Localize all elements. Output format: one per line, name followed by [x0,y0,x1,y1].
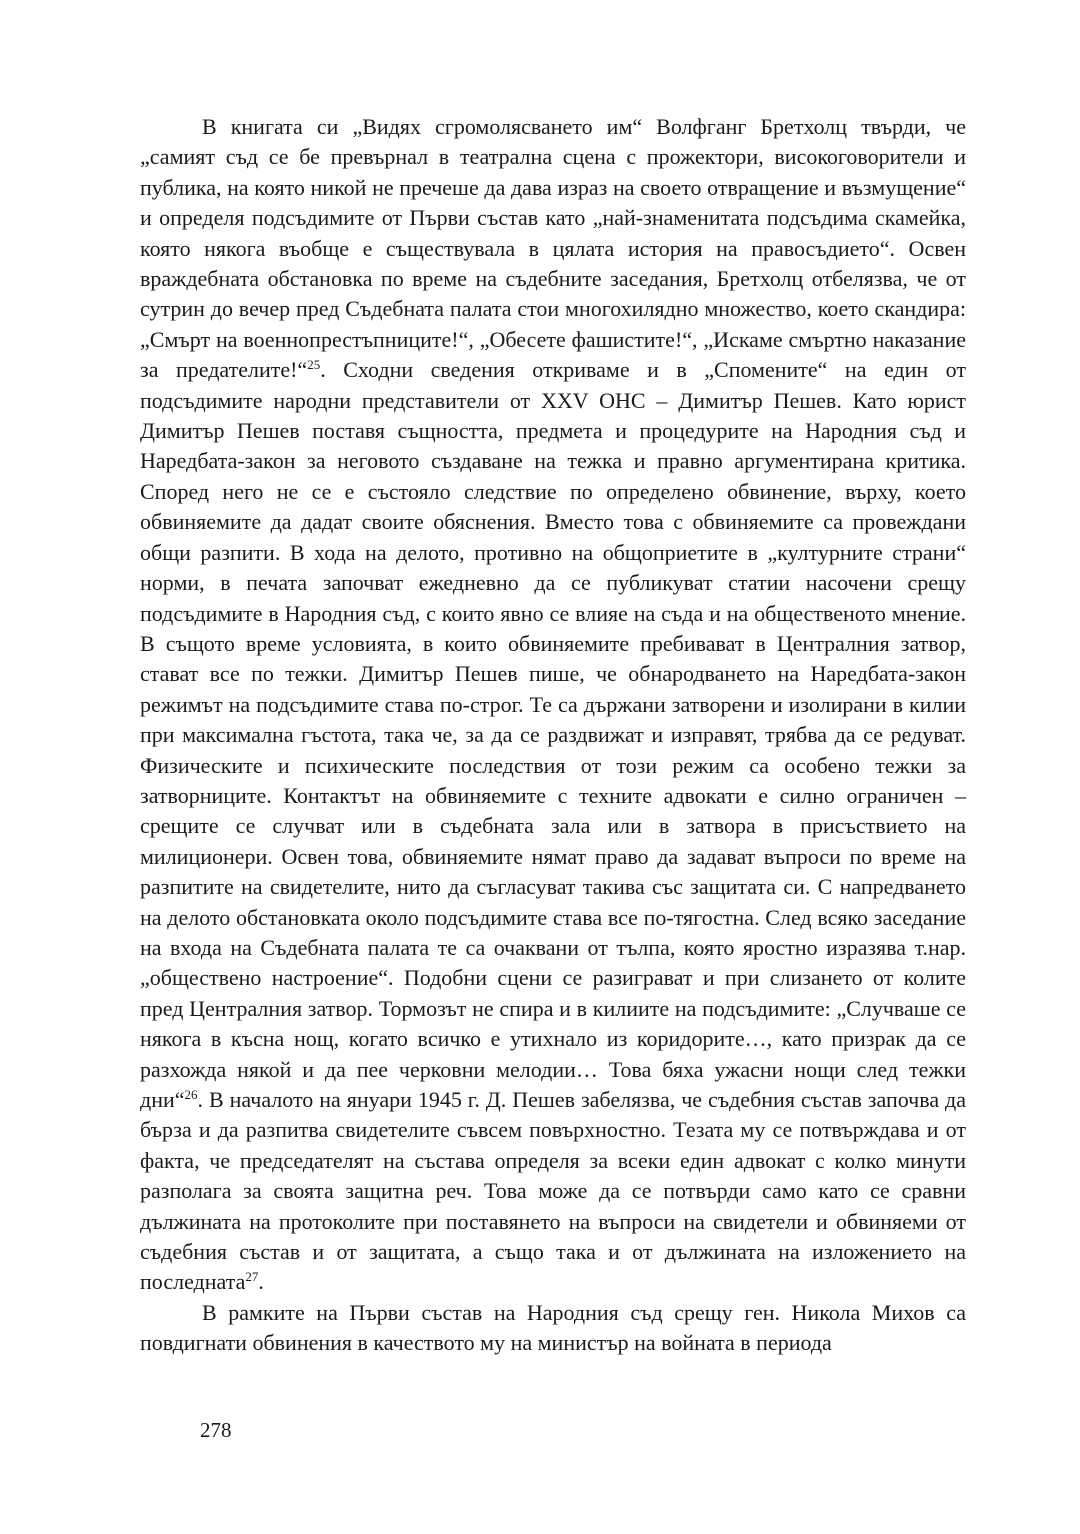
paragraph-1 [140,112,966,1298]
page-number: 278 [200,1418,232,1442]
paragraph-1-text-1: В книгата си „Видях сгромолясването им“ Волфганг Бретхолц твърди, че „самият съд се бе превърнал в театрална сцена с прожектори, високоговорители и публика, на която никой не пречеше да дава израз на своето отвращение и възмущение“ и определя подсъдимите от Първи състав като „най-знаменитата подсъдима скамейка, която някога въобще е съществувала в цялата история на правосъдието“. Освен враждебната обстановка по време на съдебните заседания, Бретхолц отбелязва, че от сутрин до вечер пред Съдебната палата стои многохилядно множество, което скандира: „Смърт на военнопрестъпниците!“, „Обесете фашистите!“, „Искаме смъртно наказание за предателите!“ [140,114,966,383]
body-text [140,112,966,1359]
paragraph-1-text-2: . Сходни сведения откриваме и в „Спомените“ на един от подсъдимите народни представители от XXV ОНС – Димитър Пешев. Като юрист Димитър Пешев поставя същността, предмета и процедурите на Народния съд и Наредбата-закон за неговото създаване на тежка и правно аргументирана критика. Според него не се е състояло следствие по определено обвинение, върху, което обвиняемите да дадат своите обяснения. Вместо това с обвиняемите са провеждани общи разпити. В хода на делото, противно на общоприетите в „културните страни“ норми, в печата започват ежедневно да се публикуват статии насочени срещу подсъдимите в Народния съд, с които явно се влияе на съда и на общественото мнение. В същото време условията, в които обвиняемите пребивават в Централния затвор, стават все по тежки. Димитър Пешев пише, че обнародването на Наредбата-закон режимът на подсъдимите става по-строг. Те са държани затворени и изолирани в килии при максимална гъстота, така че, за да се раздвижат и изправят, трябва да се редуват. Физическите и психическите последствия от този режим са особено тежки за затворниците. Контактът на обвиняемите с техните адвокати е силно ограничен – срещите се случват или в съдебната зала или в затвора в присъствието на милиционери. Освен това, обвиняемите нямат право да задават въпроси по време на разпитите на свидетелите, нито да съгласуват такива със защитата си. С напредването на делото обстановката около подсъдимите става все по-тягостна. След всяко заседание на входа на Съдебната палата те са очаквани от тълпа, която яростно изразява т.нар. „обществено настроение“. Подобни сцени се разиграват и при слизането от колите пред Централния затвор. Тормозът не спира и в килиите на подсъдимите: „Случваше се някога в късна нощ, когато всичко е утихнало из коридорите…, като призрак да се разхожда някой и да пее черковни мелодии… Това бяха ужасни нощи след тежки дни“ [140,357,966,1112]
footnote-ref-27[interactable]: 27 [245,1269,259,1285]
footnote-ref-26[interactable]: 26 [184,1087,198,1102]
paragraph-1-text-3: . В началото на януари 1945 г. Д. Пешев забелязва, че съдебния състав започва да бърза и да разпитва свидетелите съвсем повърхностно. Тезата му се потвърждава и от факта, че председателят на състава определя за всеки един адвокат с колко минути разполага за своята защитна реч. Това може да се потвърди само като се сравни дължината на протоколите при поставянето на въпроси на свидетели и обвиняеми от съдебния състав и от защитата, а също така и от дължината на изложението на последната [140,1087,966,1295]
paragraph-1-text-4: . [258,1269,264,1295]
paragraph-2-text-1: В рамките на Първи състав на Народния съд срещу ген. Никола Михов са повдигнати обвинения в качеството му на министър на войната в периода [140,1299,966,1356]
paragraph-2 [140,1298,966,1359]
footnote-ref-25[interactable]: 25 [307,357,321,373]
